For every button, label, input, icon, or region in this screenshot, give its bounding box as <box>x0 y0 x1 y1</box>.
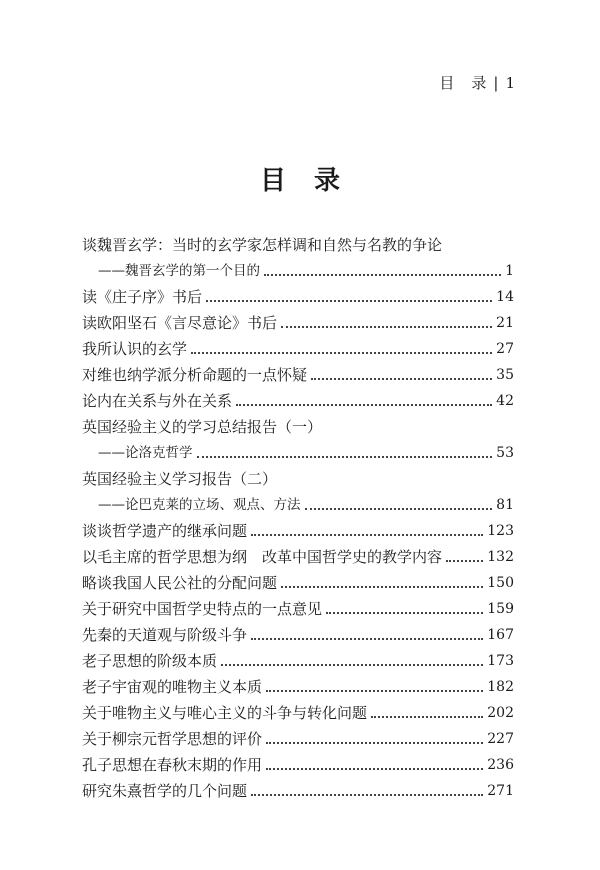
toc-entry[interactable] <box>82 700 514 726</box>
toc-entry[interactable] <box>82 466 514 492</box>
toc-entry-title: 老子思想的阶级本质 <box>82 652 218 670</box>
toc-entry-page: 14 <box>496 289 514 305</box>
dot-leader <box>305 508 493 510</box>
toc-entry[interactable] <box>82 778 514 804</box>
toc-entry-subtitle[interactable] <box>82 440 514 466</box>
toc-entry-title: 先秦的天道观与阶级斗争 <box>82 626 248 644</box>
dot-leader <box>251 534 483 536</box>
toc-entry-page: 236 <box>487 757 514 773</box>
dot-leader <box>266 742 483 744</box>
toc-entry-title: 老子宇宙观的唯物主义本质 <box>82 678 263 696</box>
dot-leader <box>311 378 492 380</box>
dot-leader <box>446 560 483 562</box>
dot-leader <box>191 352 492 354</box>
toc-entry-title: 谈谈哲学遗产的继承问题 <box>82 522 248 540</box>
toc-entry-title: 关于研究中国哲学史特点的一点意见 <box>82 600 323 618</box>
dot-leader <box>264 274 501 276</box>
dot-leader <box>197 456 493 458</box>
toc-entry-page: 123 <box>487 523 514 539</box>
dot-leader <box>251 794 483 796</box>
toc-entry-title: ——魏晋玄学的第一个目的 <box>98 263 260 279</box>
running-header-page-number: 1 <box>505 74 516 92</box>
toc-entry-page: 159 <box>487 601 514 617</box>
running-header-title: 目 录 <box>439 74 488 92</box>
toc-entry-page: 81 <box>496 497 514 513</box>
toc-entry-page: 35 <box>496 367 514 383</box>
dot-leader <box>266 768 483 770</box>
toc-entry-title: 论内在关系与外在关系 <box>82 392 233 410</box>
running-header-separator: | <box>493 74 500 92</box>
toc-entry-page: 21 <box>496 315 514 331</box>
toc-entry[interactable] <box>82 310 514 336</box>
toc-entry-page: 53 <box>496 445 514 461</box>
toc-entry-title: 英国经验主义学习报告（二） <box>82 470 278 488</box>
toc-entry-title: 研究朱熹哲学的几个问题 <box>82 782 248 800</box>
toc-entry[interactable] <box>82 362 514 388</box>
toc-entry-page: 150 <box>487 575 514 591</box>
toc-entry[interactable] <box>82 232 514 258</box>
toc-entry-title: 对维也纳学派分析命题的一点怀疑 <box>82 366 308 384</box>
toc-entry[interactable] <box>82 596 514 622</box>
dot-leader <box>251 638 483 640</box>
toc-entry-page: 202 <box>487 705 514 721</box>
toc-entry-title: ——论巴克莱的立场、观点、方法 <box>98 497 301 513</box>
toc-entry-title: 读《庄子序》书后 <box>82 288 203 306</box>
dot-leader <box>281 326 492 328</box>
toc-entry[interactable] <box>82 284 514 310</box>
toc-entry-title: 我所认识的玄学 <box>82 340 188 358</box>
toc-entry-title: 关于柳宗元哲学思想的评价 <box>82 730 263 748</box>
toc-entry[interactable] <box>82 518 514 544</box>
toc-entry-subtitle[interactable] <box>82 492 514 518</box>
dot-leader <box>266 690 483 692</box>
toc-entry[interactable] <box>82 544 514 570</box>
toc-entry-subtitle[interactable] <box>82 258 514 284</box>
toc-entry-page: 271 <box>487 783 514 799</box>
toc-entry-title: 关于唯物主义与唯心主义的斗争与转化问题 <box>82 704 368 722</box>
toc-entry-page: 27 <box>496 341 514 357</box>
table-of-contents <box>82 232 514 804</box>
toc-entry[interactable] <box>82 674 514 700</box>
toc-entry-title: 略谈我国人民公社的分配问题 <box>82 574 278 592</box>
toc-entry[interactable] <box>82 726 514 752</box>
toc-entry[interactable] <box>82 336 514 362</box>
running-header <box>439 72 516 93</box>
toc-entry-page: 132 <box>487 549 514 565</box>
dot-leader <box>206 300 492 302</box>
toc-entry-title: 英国经验主义的学习总结报告（一） <box>82 418 323 436</box>
toc-entry-page: 227 <box>487 731 514 747</box>
toc-entry-title: 读欧阳坚石《言尽意论》书后 <box>82 314 278 332</box>
dot-leader <box>326 612 483 614</box>
toc-entry-title: 谈魏晋玄学：当时的玄学家怎样调和自然与名教的争论 <box>82 236 443 254</box>
toc-entry-page: 1 <box>505 263 514 279</box>
dot-leader <box>371 716 483 718</box>
toc-entry-page: 167 <box>487 627 514 643</box>
toc-entry[interactable] <box>82 414 514 440</box>
toc-entry[interactable] <box>82 388 514 414</box>
toc-entry-title: 孔子思想在春秋末期的作用 <box>82 756 263 774</box>
toc-entry-page: 182 <box>487 679 514 695</box>
dot-leader <box>221 664 483 666</box>
toc-entry[interactable] <box>82 622 514 648</box>
page-title: 目录 <box>259 166 368 196</box>
toc-entry-title: ——论洛克哲学 <box>98 445 193 461</box>
toc-entry[interactable] <box>82 752 514 778</box>
toc-entry[interactable] <box>82 570 514 596</box>
toc-entry[interactable] <box>82 648 514 674</box>
toc-entry-title: 以毛主席的哲学思想为纲 改革中国哲学史的教学内容 <box>82 548 443 566</box>
toc-entry-page: 173 <box>487 653 514 669</box>
dot-leader <box>281 586 483 588</box>
dot-leader <box>236 404 492 406</box>
toc-entry-page: 42 <box>496 393 514 409</box>
